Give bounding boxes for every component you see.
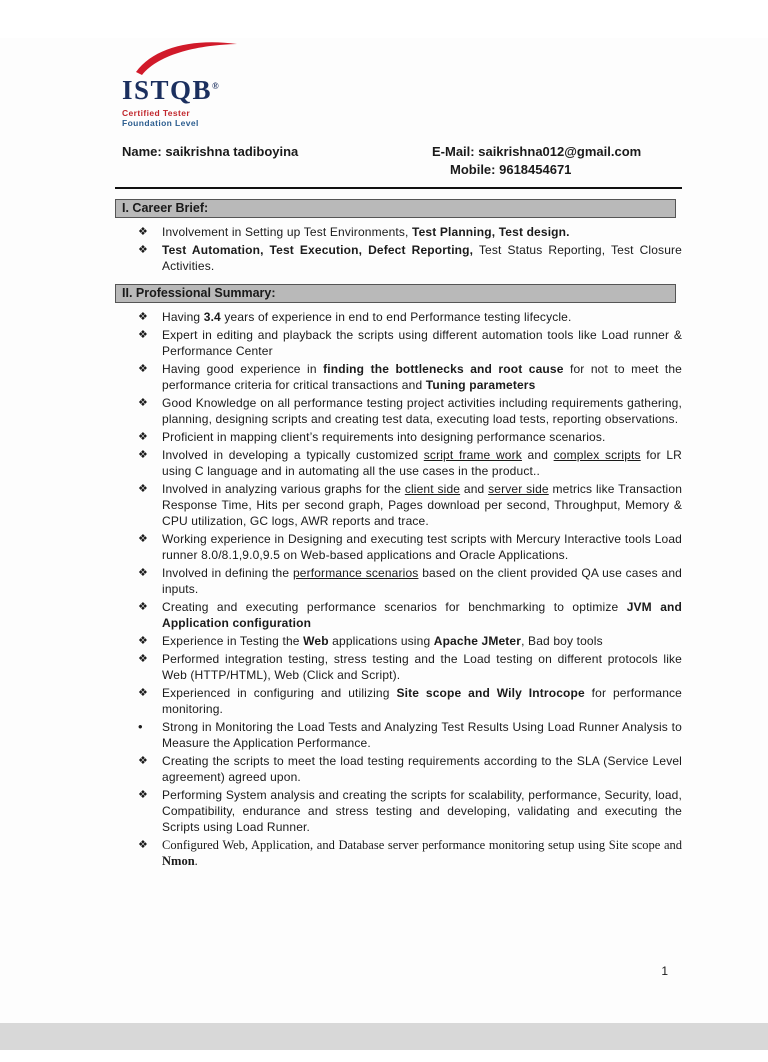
bullet-item xyxy=(138,224,682,240)
diamond-bullet-icon: ❖ xyxy=(138,567,148,580)
bullet-text xyxy=(162,447,682,479)
header-divider xyxy=(115,187,682,189)
text-run: Performed integration testing, stress testing and the Load testing on different protocols like Web (HTTP/HTML), Web (Click and Script). xyxy=(162,652,682,683)
text-run: Apache JMeter xyxy=(433,634,522,649)
text-run: Involved in developing a typically customized xyxy=(162,448,424,463)
text-run: server side xyxy=(488,482,549,497)
text-run: , Bad boy tools xyxy=(521,634,603,649)
text-run: JVM and Application configuration xyxy=(162,600,682,631)
bullet-item xyxy=(138,787,682,835)
text-run: Involvement in Setting up Test Environments, xyxy=(162,225,412,240)
text-run: and xyxy=(460,482,489,497)
bullet-item xyxy=(138,481,682,529)
email-label: E-Mail: xyxy=(432,144,479,160)
bullet-item xyxy=(138,651,682,683)
text-run: Configured Web, Application, and Database server performance monitoring setup using Site scope and xyxy=(162,838,682,853)
bullet-item xyxy=(138,837,682,869)
diamond-bullet-icon: ❖ xyxy=(138,533,148,546)
diamond-bullet-icon: ❖ xyxy=(138,687,148,700)
text-run: and xyxy=(521,448,554,463)
istqb-logo xyxy=(122,38,272,128)
text-run: Working experience in Designing and executing test scripts with Mercury Interactive tools Load runner 8.0/8.1,9.0,9.5 on Web-based applications and Oracle Applications. xyxy=(162,532,682,563)
logo-swoosh-icon xyxy=(132,38,242,76)
text-run: Expert in editing and playback the scripts using different automation tools like Load runner & Performance Center xyxy=(162,328,682,359)
bullet-item xyxy=(138,719,682,751)
logo-subtitle-foundation-level: Foundation Level xyxy=(122,118,199,129)
text-run: Experience in Testing the xyxy=(162,634,304,649)
text-run: script frame work xyxy=(423,448,522,463)
logo-title-text: ISTQB xyxy=(122,75,213,105)
bullet-item xyxy=(138,309,682,325)
text-run: . xyxy=(194,854,198,869)
bullet-text xyxy=(162,633,682,649)
bullet-item xyxy=(138,685,682,717)
text-run: Creating the scripts to meet the load testing requirements according to the SLA (Service Level agreement) agreed upon. xyxy=(162,754,682,785)
bullet-text xyxy=(162,309,682,325)
text-run: client side xyxy=(404,482,461,497)
text-run: metrics like Transaction Response Time, Hits per second graph, Pages download per second, Throughput, Memory & CPU utilization, GC logs, AWR reports and trace. xyxy=(162,482,683,529)
career-brief-bullet-list xyxy=(138,224,682,274)
bullet-text xyxy=(162,361,682,393)
text-run: Site scope and Wily Introcope xyxy=(396,686,585,701)
text-run: years of experience in end to end Performance testing lifecycle. xyxy=(220,310,572,325)
resume-page xyxy=(0,38,768,1023)
bullet-item xyxy=(138,599,682,631)
section-professional-summary xyxy=(0,284,768,869)
mobile-label: Mobile: xyxy=(450,162,500,178)
bullet-item xyxy=(138,753,682,785)
diamond-bullet-icon: ❖ xyxy=(138,329,148,342)
text-run: Creating and executing performance scenarios for benchmarking to optimize xyxy=(162,600,627,615)
contact-details xyxy=(432,144,682,177)
contact-email xyxy=(432,144,682,159)
page-number: 1 xyxy=(661,964,668,978)
diamond-bullet-icon: ❖ xyxy=(138,363,148,376)
bullet-text xyxy=(162,753,682,785)
bullet-text xyxy=(162,224,682,240)
logo-subtitle-certified-tester: Certified Tester xyxy=(122,108,191,119)
bullet-text xyxy=(162,242,682,274)
logo-wordmark xyxy=(122,76,272,104)
bullet-text xyxy=(162,837,682,869)
professional-summary-bullet-list xyxy=(138,309,682,869)
bullet-text xyxy=(162,565,682,597)
text-run: Strong in Monitoring the Load Tests and Analyzing Test Results Using Load Runner Analysis to Measure the Application Performance. xyxy=(162,720,682,751)
text-run: for performance monitoring. xyxy=(162,686,682,717)
text-run: Proficient in mapping client’s requirements into designing performance scenarios. xyxy=(162,430,606,445)
bullet-text xyxy=(162,651,682,683)
text-run: Involved in defining the xyxy=(162,566,293,581)
text-run: Tuning parameters xyxy=(425,378,536,393)
bullet-text xyxy=(162,787,682,835)
text-run: Web xyxy=(303,634,329,649)
text-run: Having xyxy=(162,310,204,325)
bullet-text xyxy=(162,481,682,529)
text-run: performance scenarios xyxy=(292,566,419,581)
name-label: Name: xyxy=(122,144,166,160)
diamond-bullet-icon: ❖ xyxy=(138,789,148,802)
diamond-bullet-icon: ❖ xyxy=(138,653,148,666)
bullet-text xyxy=(162,395,682,427)
bullet-text xyxy=(162,599,682,631)
diamond-bullet-icon: ❖ xyxy=(138,244,148,257)
text-run: Test Automation, Test Execution, Defect Reporting, xyxy=(162,243,474,258)
dot-bullet-icon: • xyxy=(138,719,143,735)
name-value: saikrishna tadiboyina xyxy=(165,144,299,160)
bullet-item xyxy=(138,242,682,274)
bullet-text xyxy=(162,327,682,359)
text-run: Experienced in configuring and utilizing xyxy=(162,686,397,701)
bullet-text xyxy=(162,429,682,445)
registered-mark: ® xyxy=(212,81,219,91)
bullet-item xyxy=(138,447,682,479)
text-run: Involved in analyzing various graphs for the xyxy=(162,482,405,497)
bullet-text xyxy=(162,685,682,717)
bullet-item xyxy=(138,531,682,563)
text-run: for not to meet the performance criteria for critical transactions and xyxy=(162,362,682,393)
mobile-value: 9618454671 xyxy=(499,162,572,178)
text-run: finding the bottlenecks and root cause xyxy=(323,362,564,377)
bullet-item xyxy=(138,327,682,359)
bullet-text xyxy=(162,531,682,563)
diamond-bullet-icon: ❖ xyxy=(138,311,148,324)
diamond-bullet-icon: ❖ xyxy=(138,449,148,462)
diamond-bullet-icon: ❖ xyxy=(138,226,148,239)
text-run: for LR using C language and in automating all the use cases in the product.. xyxy=(162,448,682,479)
text-run: Test Planning, Test design. xyxy=(412,225,570,240)
diamond-bullet-icon: ❖ xyxy=(138,601,148,614)
text-run: complex scripts xyxy=(553,448,641,463)
diamond-bullet-icon: ❖ xyxy=(138,431,148,444)
text-run: Nmon xyxy=(162,854,195,869)
contact-row xyxy=(122,144,682,177)
contact-mobile xyxy=(450,162,682,177)
section-title-professional-summary: II. Professional Summary: xyxy=(115,284,676,303)
email-value: saikrishna012@gmail.com xyxy=(478,144,642,160)
page-gap xyxy=(0,1023,768,1050)
bullet-item xyxy=(138,429,682,445)
text-run: based on the client provided QA use cases and inputs. xyxy=(162,566,682,597)
section-career-brief xyxy=(0,199,768,274)
contact-name xyxy=(122,144,432,177)
diamond-bullet-icon: ❖ xyxy=(138,397,148,410)
diamond-bullet-icon: ❖ xyxy=(138,483,148,496)
bullet-item xyxy=(138,395,682,427)
bullet-item xyxy=(138,565,682,597)
diamond-bullet-icon: ❖ xyxy=(138,755,148,768)
bullet-text xyxy=(162,719,682,751)
text-run: Test Status Reporting, Test Closure Activities. xyxy=(162,243,682,274)
diamond-bullet-icon: ❖ xyxy=(138,635,148,648)
text-run: Having good experience in xyxy=(162,362,324,377)
text-run: Good Knowledge on all performance testing project activities including requirements gathering, planning, designing scripts and creating test data, executing load tests, reporting observations. xyxy=(162,396,682,427)
text-run: 3.4 xyxy=(203,310,221,325)
diamond-bullet-icon: ❖ xyxy=(138,839,148,852)
text-run: Performing System analysis and creating the scripts for scalability, performance, Security, load, Compatibility, endurance and stress testing and developing, validating and executing the Scripts using Load Runner. xyxy=(162,788,682,835)
bullet-item xyxy=(138,633,682,649)
section-title-career-brief: I. Career Brief: xyxy=(115,199,676,218)
text-run: applications using xyxy=(328,634,434,649)
bullet-item xyxy=(138,361,682,393)
